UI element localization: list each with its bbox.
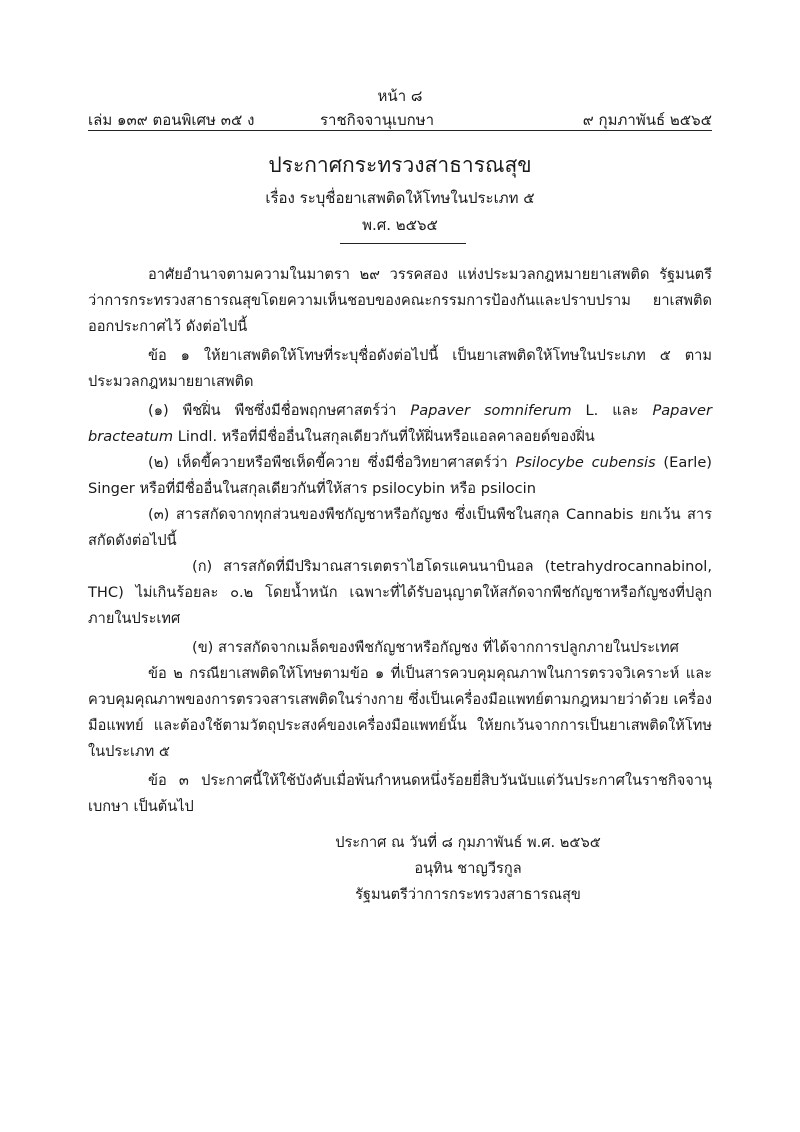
scientific-name: Papaver somniferum bbox=[410, 402, 572, 419]
scientific-name: Papaver bracteatum bbox=[88, 402, 713, 445]
title-separator bbox=[340, 243, 466, 244]
gazette-name: ราชกิจจานุเบกษา bbox=[320, 111, 435, 129]
clause-1-item-3: (๓) สารสกัดจากทุกส่วนของพืชกัญชาหรือกัญชง ซึ่งเป็นพืชในสกุล Cannabis ยกเว้น สารสกัดดังต่อไปนี้ bbox=[88, 506, 712, 549]
item-1-prefix: (๑) พืชฝิ่น พืชซึ่งมีชื่อพฤกษศาสตร์ว่า bbox=[148, 402, 411, 419]
document-body bbox=[88, 262, 712, 820]
gazette-date: ๙ กุมภาพันธ์ ๒๕๖๕ bbox=[582, 111, 712, 129]
clause-1-item-2 bbox=[88, 450, 712, 502]
signature-block bbox=[0, 830, 800, 908]
document-year: พ.ศ. ๒๕๖๕ bbox=[362, 216, 438, 234]
clause-2: ข้อ ๒ กรณียาเสพติดให้โทษตามข้อ ๑ ที่เป็นสารควบคุมคุณภาพในการตรวจวิเคราะห์ และควบคุมคุณภาพของการตรวจสารเสพติดในร่างกาย ซึ่งเป็นเครื่องมือแพทย์ตามกฎหมายว่าด้วย เครื่องมือแพทย์ และต้องใช้ตามวัตถุประสงค์ของเครื่องมือแพทย์นั้น ให้ยกเว้นจากการเป็นยาเสพติดให้โทษ ในประเภท ๕ bbox=[88, 665, 712, 760]
document-title: ประกาศกระทรวงสาธารณสุข bbox=[268, 153, 532, 177]
document-subject: เรื่อง ระบุชื่อยาเสพติดให้โทษในประเภท ๕ bbox=[265, 189, 535, 207]
clause-3: ข้อ ๓ ประกาศนี้ให้ใช้บังคับเมื่อพ้นกำหนดหนึ่งร้อยยี่สิบวันนับแต่วันประกาศในราชกิจจานุเบกษา เป็นต้นไป bbox=[88, 772, 712, 815]
clause-1-item-1 bbox=[88, 398, 712, 450]
signatory-name: อนุทิน ชาญวีรกูล bbox=[414, 860, 522, 877]
item-1-mid: L. และ bbox=[571, 402, 653, 419]
clause-1-item-3a: (ก) สารสกัดที่มีปริมาณสารเตตราไฮโดรแคนนาบินอล (tetrahydrocannabinol, THC) ไม่เกินร้อยละ ๐.๒ โดยน้ำหนัก เฉพาะที่ได้รับอนุญาตให้สกัดจากพืชกัญชาหรือกัญชงที่ปลูก ภายในประเทศ bbox=[88, 558, 712, 627]
header-rule bbox=[88, 130, 712, 131]
preamble-paragraph: อาศัยอำนาจตามความในมาตรา ๒๙ วรรคสอง แห่งประมวลกฎหมายยาเสพติด รัฐมนตรีว่าการกระทรวงสาธารณสุขโดยความเห็นชอบของคณะกรรมการป้องกันและปราบปราม ยาเสพติดออกประกาศไว้ ดังต่อไปนี้ bbox=[88, 266, 712, 335]
clause-1: ข้อ ๑ ให้ยาเสพติดให้โทษที่ระบุชื่อดังต่อไปนี้ เป็นยาเสพติดให้โทษในประเภท ๕ ตามประมวลกฎหมายยาเสพติด bbox=[88, 347, 712, 390]
signatory-position: รัฐมนตรีว่าการกระทรวงสาธารณสุข bbox=[355, 886, 581, 903]
announcement-date: ประกาศ ณ วันที่ ๘ กุมภาพันธ์ พ.ศ. ๒๕๖๕ bbox=[335, 834, 601, 851]
item-2-prefix: (๒) เห็ดขี้ควายหรือพืชเห็ดขี้ควาย ซึ่งมีชื่อวิทยาศาสตร์ว่า bbox=[148, 454, 516, 471]
clause-1-item-3b: (ข) สารสกัดจากเมล็ดของพืชกัญชาหรือกัญชง ที่ได้จากการปลูกภายในประเทศ bbox=[192, 639, 679, 656]
page-number: หน้า ๘ bbox=[377, 87, 423, 105]
item-1-suffix: Lindl. หรือที่มีชื่ออื่นในสกุลเดียวกันที่ให้ฝิ่นหรือแอลคาลอยด์ของฝิ่น bbox=[173, 428, 595, 445]
item-2-suffix: (Earle) Singer หรือที่มีชื่ออื่นในสกุลเดียวกันที่ให้สาร psilocybin หรือ psilocin bbox=[88, 454, 712, 497]
gazette-volume-issue: เล่ม ๑๓๙ ตอนพิเศษ ๓๕ ง bbox=[88, 111, 255, 129]
scientific-name: Psilocybe cubensis bbox=[515, 454, 656, 471]
